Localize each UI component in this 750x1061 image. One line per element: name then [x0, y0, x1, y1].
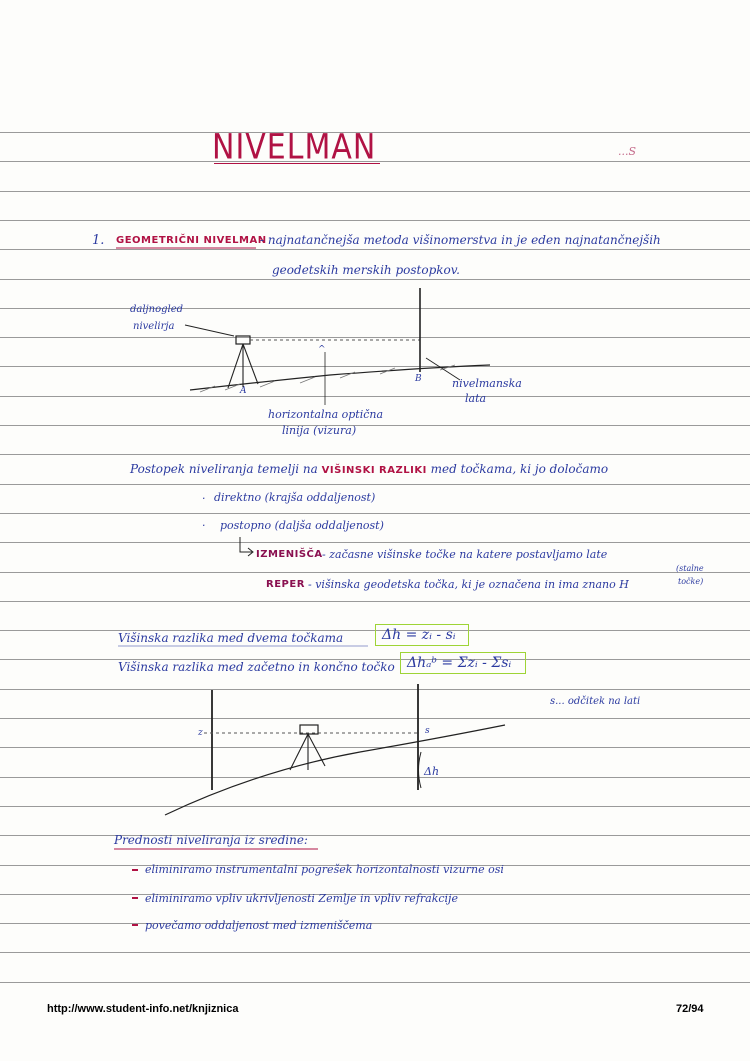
advantage-3: povečamo oddaljenost med izmeniščema [145, 919, 373, 932]
formula-text-2: Višinska razlika med začetno in končno točko [118, 660, 395, 674]
corner-mark: ...S [618, 145, 637, 158]
term-reper: REPER [266, 579, 305, 590]
pointer-rod [426, 358, 460, 380]
label-dh: Δh [424, 765, 440, 778]
label-z: z [198, 728, 203, 738]
advantages-heading: Prednosti niveliranja iz sredine: [114, 833, 308, 847]
label-s: s [425, 726, 430, 736]
formula-text-1: Višinska razlika med dvema točkama [118, 631, 344, 645]
side-note-2: točke) [678, 577, 704, 586]
side-note-1: (stalne [676, 564, 704, 573]
term-izmenisca-desc: - začasne višinske točke na katere postavljamo late [322, 548, 608, 561]
label-line-1: horizontalna optična [268, 408, 384, 421]
section-number: 1. [92, 233, 105, 248]
section-desc-line2: geodetskih merskih postopkov. [272, 263, 460, 277]
level-instrument-icon [236, 336, 250, 344]
advantage-1: eliminiramo instrumentalni pogrešek horizontalnosti vizurne osi [145, 863, 504, 876]
pointer-telescope [185, 325, 234, 336]
footer-url[interactable]: http://www.student-info.net/knjiznica [47, 1003, 239, 1015]
label-point-a: A [240, 386, 247, 396]
procedure-bullet-2: · [202, 519, 206, 532]
formula-note: s... odčitek na lati [550, 696, 641, 707]
label-rod-2: lata [465, 392, 487, 405]
footer-page-number: 72/94 [676, 1003, 704, 1015]
advantage-2: eliminiramo vpliv ukrivljenosti Zemlje in vpliv refrakcije [145, 892, 458, 905]
section-heading: GEOMETRIČNI NIVELMAN [116, 235, 267, 246]
procedure-bullet-1: · [202, 492, 206, 505]
label-arrow: ^ [318, 345, 326, 355]
label-rod-1: nivelmanska [452, 377, 522, 390]
label-point-b: B [415, 374, 422, 384]
label-telescope-1: daljnogled [130, 304, 184, 315]
procedure-pre: Postopek niveliranja temelji na [130, 462, 318, 476]
label-line-2: linija (vizura) [282, 424, 357, 437]
term-reper-desc: - višinska geodetska točka, ki je označena in ima znano H [308, 578, 629, 591]
label-telescope-2: nivelirja [133, 321, 175, 332]
section-desc-line1: - najnatančnejša metoda višinomerstva in je eden najnatančnejših [260, 233, 661, 247]
terrain-2 [165, 725, 505, 815]
procedure-key: VIŠINSKI RAZLIKI [321, 465, 427, 476]
page-title: NIVELMAN [212, 127, 377, 168]
procedure-item-2: postopno (daljša oddaljenost) [220, 519, 384, 532]
formula-box-2: Δhₐᵇ = Σzᵢ - Σsᵢ [400, 652, 526, 674]
tripod-leg-left [228, 344, 243, 388]
formula-box-1: Δh = zᵢ - sᵢ [375, 624, 469, 646]
term-izmenisca: IZMENIŠČA [256, 549, 323, 560]
procedure-post: med točkama, ki jo določamo [430, 462, 609, 476]
tripod-leg-right [243, 344, 258, 384]
procedure-item-1: direktno (krajša oddaljenost) [214, 491, 376, 504]
